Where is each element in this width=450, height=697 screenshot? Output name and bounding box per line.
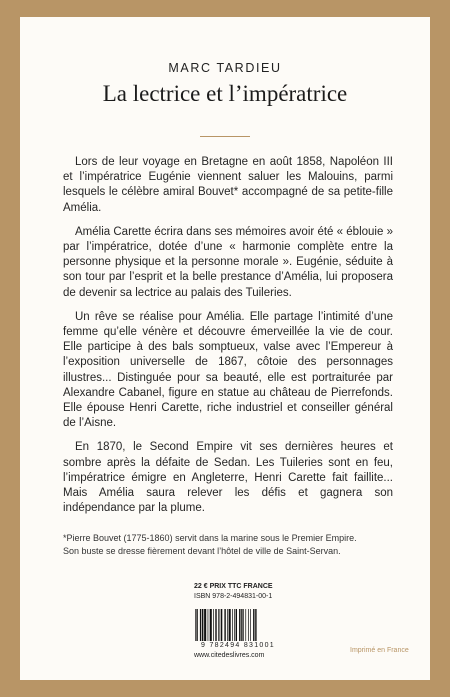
footnote-line-2: Son buste se dresse fièrement devant l’hôtel de ville de Saint-Servan. — [63, 545, 341, 556]
barcode-bar — [248, 609, 249, 641]
blurb-paragraph-4: En 1870, le Second Empire vit ses dernières heures et sombre après la défaite de Sedan. Les Tuileries sont en feu, l’impératrice émigre en Angleterre, Henri Carette fait faillite... Mais Amélia saura relever les défis et gagnera son indépendance par la plume. — [63, 441, 393, 515]
website: www.citedeslivres.com — [194, 652, 265, 659]
blurb-paragraph-1: Lors de leur voyage en Bretagne en août 1858, Napoléon III et l’impératrice Eugénie viennent saluer les Malouins, parmi lesquels le célèbre amiral Bouvet* accompagné de sa petite-fille Amélia. — [63, 156, 393, 214]
barcode-digits: 9 782494 831001 — [201, 642, 275, 649]
isbn: ISBN 978-2-494831-00-1 — [194, 593, 273, 600]
back-cover — [20, 17, 430, 680]
barcode-bar — [196, 609, 197, 641]
blurb-paragraph-2: Amélia Carette écrira dans ses mémoires avoir été « éblouie » par l’impératrice, dotée d’une « harmonie complète entre la personne physique et la personne morale ». Eugénie, séduite à son tour par l’esprit et la belle prestance d’Amélia, lui proposera de devenir sa lectrice au palais des Tuileries. — [63, 225, 393, 299]
barcode-bar — [208, 609, 209, 641]
barcode-bar — [195, 609, 196, 641]
author-name: MARC TARDIEU — [168, 61, 282, 75]
barcode-bar — [210, 609, 212, 641]
barcode-bar — [220, 609, 221, 641]
barcode-bar — [218, 609, 219, 641]
barcode-bar — [224, 609, 225, 641]
footnote — [63, 532, 403, 557]
price: 22 € PRIX TTC FRANCE — [194, 583, 273, 590]
barcode-bar — [250, 609, 251, 641]
barcode-bar — [243, 609, 244, 641]
barcode-bar — [232, 609, 233, 641]
blurb — [63, 155, 393, 525]
footnote-line-1: *Pierre Bouvet (1775-1860) servit dans la marine sous le Premier Empire. — [63, 533, 357, 543]
barcode-bar — [253, 609, 254, 641]
barcode-bar — [202, 609, 203, 641]
title-divider — [200, 136, 250, 137]
blurb-paragraph-3: Un rêve se réalise pour Amélia. Elle partage l’intimité d’une femme qu’elle vénère et découvre émerveillée la vie de cour. Elle participe à des bals somptueux, valse avec l’Empereur à l’exposition universelle de 1867, côtoie des personnages illustres... Distinguée pour sa beauté, elle est portraiturée par Alexandre Cabanel, figure en statue au château de Pierrefonds. Elle épouse Henri Carette, riche industriel et conseiller général de l’Aisne. — [63, 310, 393, 430]
barcode-bar — [221, 609, 222, 641]
barcode-bar — [204, 609, 206, 641]
barcode-bar — [200, 609, 201, 641]
barcode-bar — [245, 609, 246, 641]
barcode-bar — [213, 609, 214, 641]
printed-in: Imprimé en France — [350, 647, 409, 654]
barcode-bar — [234, 609, 235, 641]
barcode — [194, 609, 284, 641]
barcode-bar — [236, 609, 237, 641]
barcode-bar — [239, 609, 240, 641]
book-title: La lectrice et l’impératrice — [102, 81, 348, 106]
barcode-bar — [241, 609, 242, 641]
barcode-bar — [215, 609, 216, 641]
barcode-bar — [227, 609, 228, 641]
barcode-bar — [229, 609, 231, 641]
barcode-bar — [255, 609, 256, 641]
price-block — [194, 582, 273, 602]
